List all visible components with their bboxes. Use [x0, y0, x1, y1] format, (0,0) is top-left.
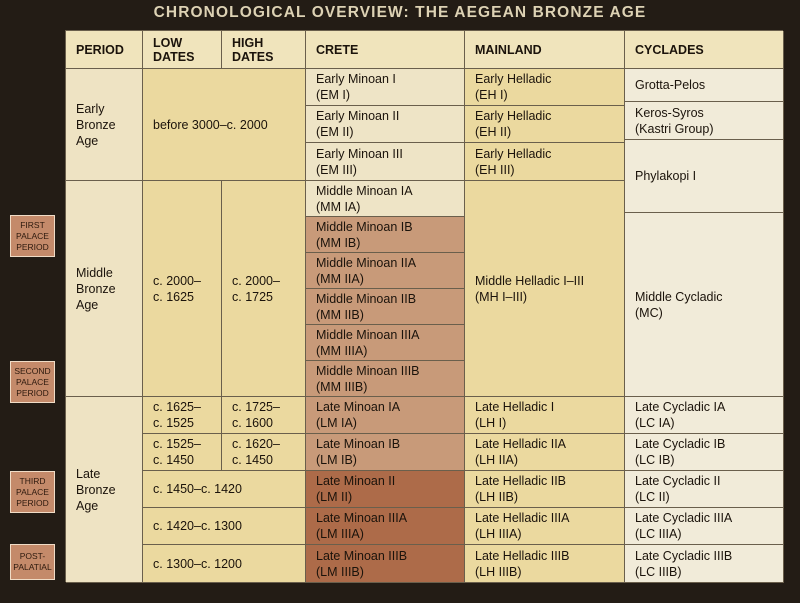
tag-line: PALACE [16, 230, 49, 241]
dates-lmia-high [222, 397, 306, 434]
crete-name: Middle Minoan IIA [316, 255, 417, 270]
dates-text: c. 1450–c. 1420 [153, 482, 242, 496]
cyclades-cell [625, 69, 784, 102]
mainland-name: Middle Helladic I–III [475, 273, 585, 288]
header-crete [306, 31, 465, 69]
dates-lmib-high [222, 434, 306, 471]
mainland-abbr: (EH I) [475, 88, 508, 102]
crete-abbr: (MM IB) [316, 235, 361, 250]
header-low-line: LOW [153, 35, 183, 50]
mainland-abbr: (EH II) [475, 125, 512, 139]
cyclades-name: Late Cycladic IIIA [635, 511, 733, 525]
crete-cell [306, 253, 465, 289]
mainland-cell [465, 545, 625, 583]
mainland-name: Late Helladic I [475, 400, 555, 414]
period-line: Age [76, 498, 99, 513]
dates-line: c. 1625– [153, 400, 201, 414]
header-low-dates [143, 31, 222, 69]
crete-cell [306, 471, 465, 508]
cyclades-cell [625, 434, 784, 471]
period-line: Age [76, 297, 99, 312]
mainland-abbr: (LH IIIA) [475, 527, 522, 541]
crete-name: Early Minoan II [316, 109, 400, 123]
cyclades-abbr: (Kastri Group) [635, 121, 714, 136]
cyclades-name: Grotta-Pelos [635, 78, 706, 92]
cyclades-name: Late Cycladic IB [635, 437, 726, 451]
cyclades-cell [625, 213, 784, 397]
crete-cell [306, 217, 465, 253]
crete-cell [306, 508, 465, 545]
header-low-line: DATES [153, 49, 195, 64]
dates-middle-low [143, 181, 222, 397]
tag-line: PERIOD [16, 497, 49, 508]
header-mainland-label: MAINLAND [475, 42, 542, 57]
crete-name: Middle Minoan IIIA [316, 327, 420, 342]
dates-line: c. 2000– [153, 273, 201, 288]
header-high-dates [222, 31, 306, 69]
mainland-cell [465, 471, 625, 508]
mainland-name: Late Helladic IIB [475, 474, 567, 488]
mainland-name: Late Helladic IIIB [475, 548, 570, 563]
period-line: Age [76, 133, 99, 148]
crete-cell [306, 143, 465, 181]
cyclades-cell [625, 471, 784, 508]
cyclades-name: Keros-Syros [635, 105, 704, 120]
mainland-abbr: (LH IIIB) [475, 564, 522, 579]
crete-name: Late Minoan IA [316, 400, 401, 414]
period-late-bronze-age [66, 397, 143, 583]
header-cyclades-label: CYCLADES [635, 42, 704, 57]
tag-post-palatial [10, 544, 55, 580]
crete-abbr: (MM IIIA) [316, 343, 368, 358]
crete-abbr: (EM I) [316, 88, 351, 102]
crete-cell [306, 361, 465, 397]
crete-cell [306, 181, 465, 217]
header-cyclades [625, 31, 784, 69]
mainland-abbr: (MH I–III) [475, 289, 528, 304]
dates-line: c. 1620– [232, 437, 280, 451]
mainland-cell [465, 143, 625, 181]
crete-cell [306, 69, 465, 106]
mainland-abbr: (LH I) [475, 416, 507, 430]
crete-cell [306, 434, 465, 471]
cyclades-name: Phylakopi I [635, 169, 697, 183]
dates-line: c. 1525 [153, 416, 195, 430]
header-high-line: DATES [232, 49, 274, 64]
header-mainland [465, 31, 625, 69]
mainland-abbr: (EH III) [475, 162, 515, 177]
period-line: Early [76, 101, 105, 116]
mainland-name: Early Helladic [475, 109, 552, 123]
dates-text: before 3000–c. 2000 [153, 117, 268, 132]
tag-line: FIRST [20, 219, 45, 230]
cyclades-abbr: (LC IIIA) [635, 527, 682, 541]
dates-middle-high [222, 181, 306, 397]
period-line: Bronze [76, 117, 116, 132]
cyclades-name: Late Cycladic IA [635, 400, 726, 414]
dates-text: c. 1420–c. 1300 [153, 519, 242, 533]
dates-line: c. 1725– [232, 400, 280, 414]
tag-line: POST- [19, 551, 46, 561]
dates-lmia-low [143, 397, 222, 434]
header-high-line: HIGH [232, 35, 264, 50]
crete-abbr: (EM III) [316, 162, 357, 177]
crete-name: Middle Minoan IA [316, 183, 413, 198]
crete-abbr: (MM IA) [316, 199, 361, 214]
tag-line: PALACE [16, 376, 49, 387]
crete-name: Late Minoan IIIA [316, 511, 408, 525]
cyclades-abbr: (LC IB) [635, 453, 675, 467]
cyclades-abbr: (LC IA) [635, 416, 675, 430]
cyclades-name: Late Cycladic II [635, 474, 721, 488]
crete-abbr: (EM II) [316, 125, 354, 139]
tag-line: PERIOD [16, 387, 49, 398]
tag-first-palace-period [10, 215, 55, 257]
crete-abbr: (LM IIIA) [316, 527, 364, 541]
crete-name: Late Minoan IIIB [316, 548, 408, 563]
header-period-label: PERIOD [76, 42, 124, 57]
mainland-cell [465, 106, 625, 143]
dates-line: c. 1625 [153, 289, 195, 304]
crete-cell [306, 325, 465, 361]
tag-line: THIRD [19, 475, 46, 486]
crete-abbr: (MM IIB) [316, 307, 364, 322]
crete-cell [306, 397, 465, 434]
period-early-bronze-age [66, 69, 143, 181]
period-middle-bronze-age [66, 181, 143, 397]
dates-lmiiia [143, 508, 306, 545]
cyclades-cell [625, 397, 784, 434]
mainland-cell [465, 181, 625, 397]
cyclades-cell [625, 102, 784, 140]
crete-abbr: (LM IIIB) [316, 564, 364, 579]
cyclades-cell [625, 545, 784, 583]
cyclades-abbr: (LC II) [635, 490, 670, 504]
crete-name: Early Minoan I [316, 72, 396, 86]
dates-line: c. 1450 [153, 453, 195, 467]
dates-lmib-low [143, 434, 222, 471]
crete-cell [306, 289, 465, 325]
period-line: Middle [76, 265, 113, 280]
cyclades-cell [625, 508, 784, 545]
period-line: Bronze [76, 281, 116, 296]
tag-line: PALATIAL [13, 562, 52, 572]
tag-third-palace-period [10, 471, 55, 513]
crete-abbr: (LM IA) [316, 416, 357, 430]
mainland-name: Late Helladic IIA [475, 437, 567, 451]
dates-line: c. 1725 [232, 289, 274, 304]
dates-line: c. 1450 [232, 453, 274, 467]
dates-lmii [143, 471, 306, 508]
period-line: Late [76, 466, 101, 481]
dates-text: c. 1300–c. 1200 [153, 556, 242, 571]
dates-line: c. 1525– [153, 437, 201, 451]
cyclades-name: Late Cycladic IIIB [635, 548, 733, 563]
cyclades-name: Middle Cycladic [635, 289, 723, 304]
tag-second-palace-period [10, 361, 55, 403]
dates-early [143, 69, 306, 181]
header-period [66, 31, 143, 69]
crete-cell [306, 545, 465, 583]
crete-name: Middle Minoan IIIB [316, 363, 420, 378]
crete-name: Middle Minoan IB [316, 219, 413, 234]
chronology-table [65, 30, 783, 582]
crete-abbr: (MM IIIB) [316, 379, 368, 394]
crete-abbr: (LM II) [316, 490, 353, 504]
period-line: Bronze [76, 482, 116, 497]
mainland-name: Early Helladic [475, 146, 552, 161]
cyclades-abbr: (MC) [635, 305, 663, 320]
crete-cell [306, 106, 465, 143]
dates-line: c. 1600 [232, 416, 274, 430]
tag-line: SECOND [14, 365, 51, 376]
crete-name: Middle Minoan IIB [316, 291, 417, 306]
cyclades-cell [625, 140, 784, 213]
cyclades-abbr: (LC IIIB) [635, 564, 682, 579]
tag-line: PERIOD [16, 241, 49, 252]
mainland-cell [465, 508, 625, 545]
dates-line: c. 2000– [232, 273, 280, 288]
crete-abbr: (LM IB) [316, 453, 357, 467]
mainland-name: Early Helladic [475, 72, 552, 86]
mainland-cell [465, 69, 625, 106]
mainland-abbr: (LH IIA) [475, 453, 519, 467]
crete-name: Early Minoan III [316, 146, 403, 161]
tag-line: PALACE [16, 486, 49, 497]
header-crete-label: CRETE [316, 42, 359, 57]
mainland-cell [465, 434, 625, 471]
mainland-cell [465, 397, 625, 434]
mainland-abbr: (LH IIB) [475, 490, 519, 504]
page-title: CHRONOLOGICAL OVERVIEW: THE AEGEAN BRONZE AGE [153, 4, 647, 21]
dates-lmiiib [143, 545, 306, 583]
mainland-name: Late Helladic IIIA [475, 511, 570, 525]
crete-name: Late Minoan II [316, 474, 396, 488]
crete-name: Late Minoan IB [316, 437, 401, 451]
crete-abbr: (MM IIA) [316, 271, 364, 286]
